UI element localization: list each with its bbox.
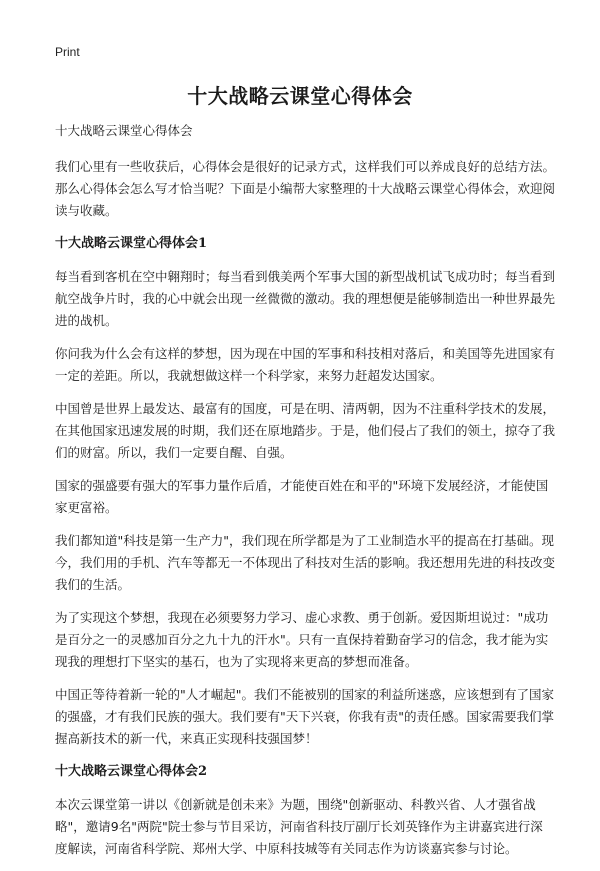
section-heading-2: 十大战略云课堂心得体会2 [55, 764, 208, 779]
print-link[interactable]: Print [55, 45, 80, 59]
intro-paragraph: 我们心里有一些收获后，心得体会是很好的记录方式，这样我们可以养成良好的总结方法。那么心得体会怎么写才恰当呢？下面是小编帮大家整理的十大战略云课堂心得体会，欢迎阅读与收藏。 [55, 159, 556, 218]
section-1-paragraph: 中国曾是世界上最发达、最富有的国度，可是在明、清两朝，因为不注重科学技术的发展，在其他国家迅速发展的时期，我们还在原地踏步。于是，他们侵占了我们的领土，掠夺了我们的财富。所以，我们一定要自醒、自强。 [55, 401, 556, 460]
section-1-paragraph: 我们都知道"科技是第一生产力"，我们现在所学都是为了工业制造水平的提高在打基础。现今，我们用的手机、汽车等都无一不体现出了科技对生活的影响。我还想用先进的科技改变我们的生活。 [55, 533, 556, 592]
page-title: 十大战略云课堂心得体会 [187, 84, 413, 108]
document-subtitle: 十大战略云课堂心得体会 [55, 123, 193, 138]
document-body [55, 120, 555, 871]
section-1-paragraph: 你问我为什么会有这样的梦想，因为现在中国的军事和科技相对落后，和美国等先进国家有一定的差距。所以，我就想做这样一个科学家，来努力赶超发达国家。 [55, 346, 556, 383]
section-1-paragraph: 每当看到客机在空中翱翔时；每当看到俄美两个军事大国的新型战机试飞成功时；每当看到航空战争片时，我的心中就会出现一丝微微的激动。我的理想便是能够制造出一种世界最先进的战机。 [55, 269, 556, 328]
section-1-paragraph: 中国正等待着新一轮的"人才崛起"。我们不能被别的国家的利益所迷惑，应该想到有了国家的强盛，才有我们民族的强大。我们要有"天下兴衰，你我有责"的责任感。国家需要我们掌握高新技术的新一代，来真正实现科技强国梦！ [55, 687, 555, 746]
section-heading-1: 十大战略云课堂心得体会1 [55, 236, 208, 251]
section-2-paragraph: 本次云课堂第一讲以《创新就是创未来》为题，围绕"创新驱动、科教兴省、人才强省战略"，邀请9名"两院"院士参与节目采访，河南省科技厅副厅长刘英锋作为主讲嘉宾进行深度解读，河南省科学院、郑州大学、中原科技城等有关同志作为访谈嘉宾参与讨论。 [55, 797, 543, 856]
section-1-paragraph: 国家的强盛要有强大的军事力量作后盾，才能使百姓在和平的"环境下发展经济，才能使国家更富裕。 [55, 478, 549, 515]
section-1-paragraph: 为了实现这个梦想，我现在必须要努力学习、虚心求教、勇于创新。爱因斯坦说过："成功是百分之一的灵感加百分之九十九的汗水"。只有一直保持着勤奋学习的信念，我才能为实现我的理想打下坚实的基石，也为了实现将来更高的梦想而准备。 [55, 610, 549, 669]
